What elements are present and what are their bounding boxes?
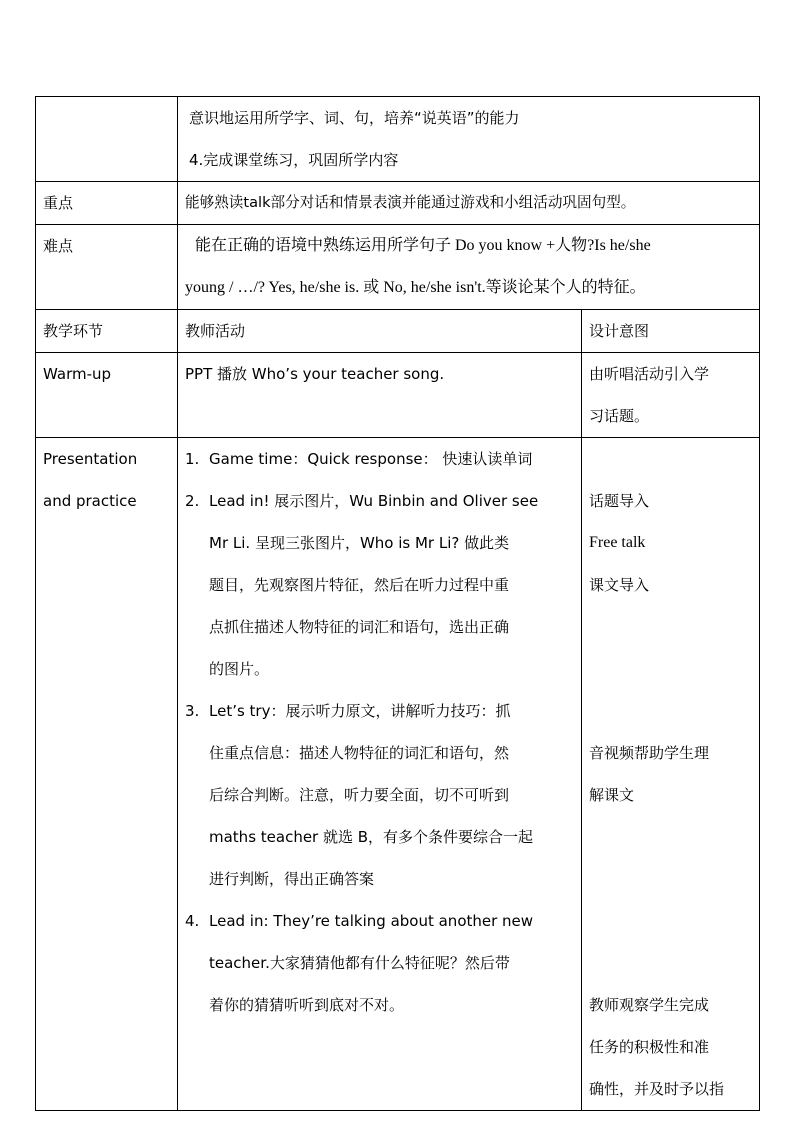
step-line: 进行判断，得出正确答案 bbox=[209, 870, 375, 888]
table-header-row bbox=[36, 310, 760, 353]
table-row-warmup bbox=[36, 353, 760, 438]
step-line: Mr Li. 呈现三张图片，Who is Mr Li? 做此类 bbox=[209, 534, 510, 552]
intent-line: 解课文 bbox=[589, 786, 635, 804]
table-row-difficult-points bbox=[36, 225, 760, 310]
lesson-plan-table bbox=[35, 96, 760, 1111]
intent-line: 课文导入 bbox=[589, 576, 650, 594]
step-number: 2. bbox=[185, 492, 200, 510]
stage-label: Presentation bbox=[43, 450, 138, 468]
key-points-label: 重点 bbox=[43, 194, 74, 212]
step-line: 着你的猜猜听听到底对不对。 bbox=[209, 996, 405, 1014]
row-label-cell bbox=[36, 97, 178, 182]
activity-cell bbox=[178, 353, 582, 438]
stage-label: and practice bbox=[43, 492, 137, 510]
step-number: 1. bbox=[185, 450, 200, 468]
list-item bbox=[185, 900, 575, 1026]
header-cell-teacher-activity: 教师活动 bbox=[178, 310, 582, 353]
step-number: 3. bbox=[185, 702, 200, 720]
step-line: 点抓住描述人物特征的词汇和语句，选出正确 bbox=[209, 618, 510, 636]
list-item bbox=[185, 480, 575, 690]
header-cell-stage: 教学环节 bbox=[36, 310, 178, 353]
difficult-points-line: 能在正确的语境中熟练运用所学句子 Do you know +人物?Is he/she bbox=[195, 237, 651, 254]
step-line: 题目，先观察图片特征，然后在听力过程中重 bbox=[209, 576, 510, 594]
difficult-points-cell bbox=[178, 225, 760, 310]
table-row-objectives bbox=[36, 97, 760, 182]
intent-line: 确性，并及时予以指 bbox=[589, 1080, 725, 1098]
intent-line: 话题导入 bbox=[589, 492, 650, 510]
intent-line: 任务的积极性和准 bbox=[589, 1038, 710, 1056]
key-points-text: 能够熟读talk部分对话和情景表演并能通过游戏和小组活动巩固句型。 bbox=[185, 194, 636, 211]
intent-cell bbox=[582, 438, 760, 1111]
key-points-cell bbox=[178, 182, 760, 225]
intent-line: 由听唱活动引入学 bbox=[589, 365, 710, 383]
step-number: 4. bbox=[185, 912, 200, 930]
objectives-cell bbox=[178, 97, 760, 182]
table-row-key-points bbox=[36, 182, 760, 225]
intent-line: Free talk bbox=[589, 534, 646, 551]
activity-cell bbox=[178, 438, 582, 1111]
difficult-points-line: young / …/? Yes, he/she is. 或 No, he/she isn't.等谈论某个人的特征。 bbox=[185, 279, 646, 296]
step-line: 的图片。 bbox=[209, 660, 270, 678]
intent-line: 习话题。 bbox=[589, 407, 650, 425]
row-label-cell bbox=[36, 225, 178, 310]
list-item bbox=[185, 438, 575, 480]
step-line: maths teacher 就选 B，有多个条件要综合一起 bbox=[209, 828, 534, 846]
row-label-cell bbox=[36, 182, 178, 225]
step-line: teacher.大家猜猜他都有什么特征呢？然后带 bbox=[209, 954, 510, 972]
activity-steps-list bbox=[185, 438, 575, 1026]
intent-line: 音视频帮助学生理 bbox=[589, 744, 710, 762]
activity-text: PPT 播放 Who’s your teacher song. bbox=[185, 365, 445, 383]
stage-cell bbox=[36, 438, 178, 1111]
objective-line: 意识地运用所学字、词、句，培养“说英语”的能力 bbox=[189, 109, 520, 127]
header-cell-design-intent: 设计意图 bbox=[582, 310, 760, 353]
intent-cell bbox=[582, 353, 760, 438]
list-item bbox=[185, 690, 575, 900]
stage-cell bbox=[36, 353, 178, 438]
step-line: Let’s try：展示听力原文，讲解听力技巧：抓 bbox=[209, 702, 511, 720]
step-line: 后综合判断。注意，听力要全面，切不可听到 bbox=[209, 786, 510, 804]
stage-label: Warm-up bbox=[43, 365, 112, 383]
difficult-points-label: 难点 bbox=[43, 237, 74, 255]
objective-line: 4.完成课堂练习，巩固所学内容 bbox=[189, 151, 399, 169]
step-line: Lead in: They’re talking about another new bbox=[209, 912, 534, 930]
step-line: 住重点信息：描述人物特征的词汇和语句，然 bbox=[209, 744, 510, 762]
intent-line: 教师观察学生完成 bbox=[589, 996, 710, 1014]
step-line: Game time：Quick response： 快速认读单词 bbox=[209, 450, 533, 468]
step-line: Lead in! 展示图片，Wu Binbin and Oliver see bbox=[209, 492, 539, 510]
table-row-presentation bbox=[36, 438, 760, 1111]
